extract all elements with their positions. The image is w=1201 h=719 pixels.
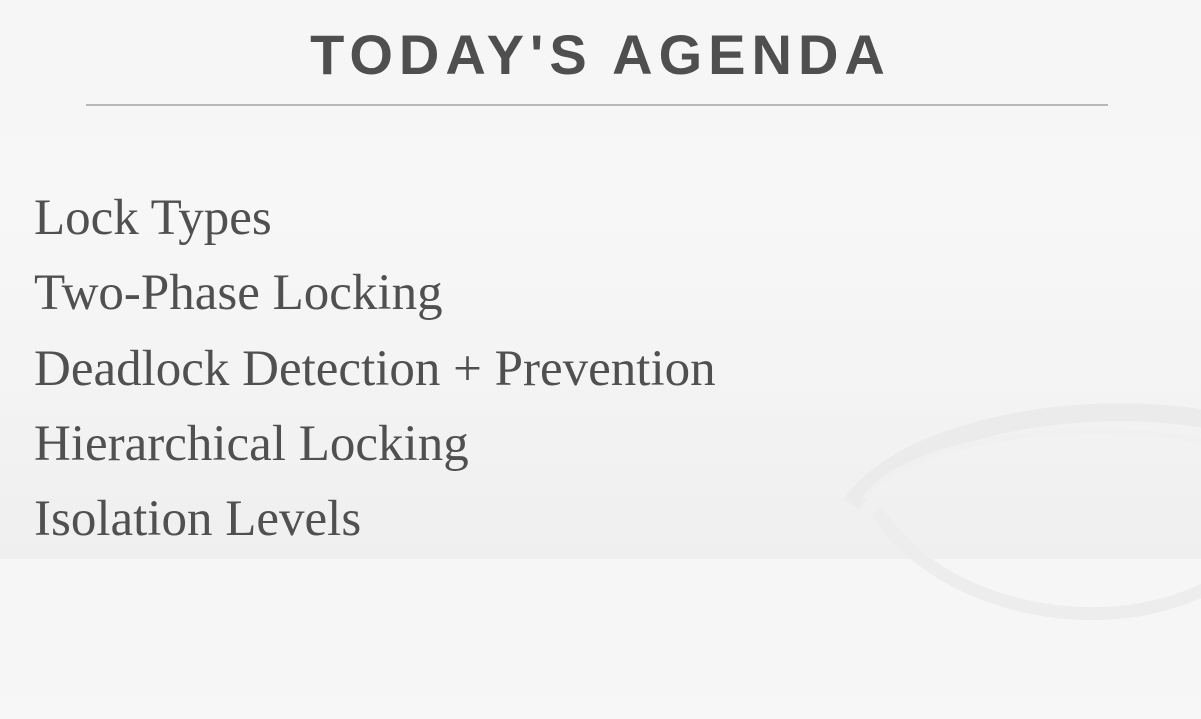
agenda-item: Two-Phase Locking bbox=[34, 265, 443, 322]
agenda-item: Hierarchical Locking bbox=[34, 415, 469, 472]
background-bowl-graphic bbox=[831, 359, 1201, 719]
slide-title: TODAY'S AGENDA bbox=[310, 23, 891, 86]
agenda-item: Deadlock Detection + Prevention bbox=[34, 340, 716, 397]
agenda-item: Lock Types bbox=[34, 190, 272, 246]
agenda-item: Isolation Levels bbox=[34, 491, 362, 548]
title-divider bbox=[86, 104, 1108, 106]
agenda-list bbox=[34, 181, 716, 557]
